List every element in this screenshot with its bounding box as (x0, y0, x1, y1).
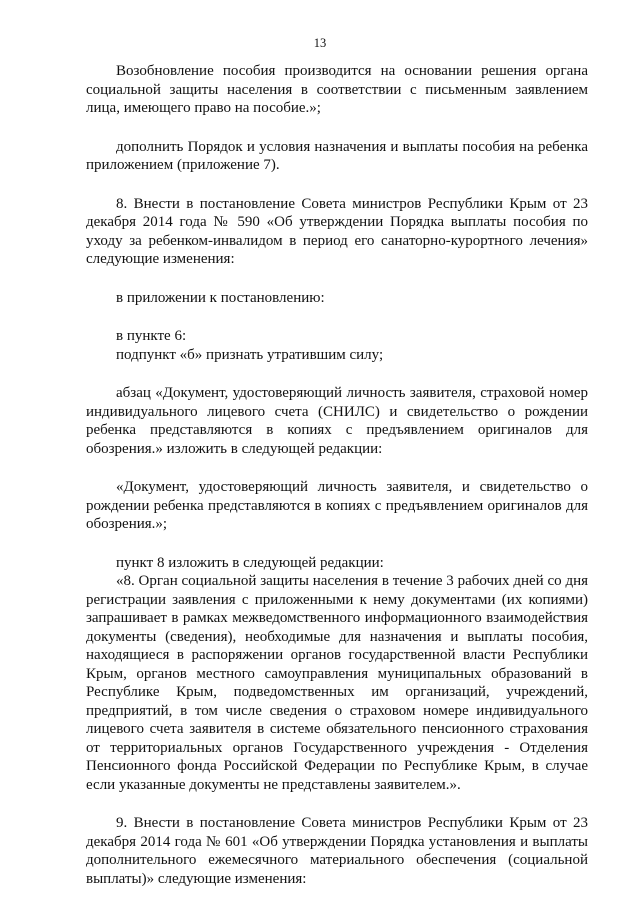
paragraph-abzac-old: абзац «Документ, удостоверяющий личность заявителя, страховой номер индивидуального лицевого счета (СНИЛС) и свидетельство о рождении ребенка представляются в копиях с предъявлением оригиналов для обозрения.» изложить в следующей редакции: (86, 385, 588, 457)
paragraph-item-9: 9. Внести в постановление Совета министров Республики Крым от 23 декабря 2014 года № 601 «Об утверждении Порядка установления и выплаты дополнительного ежемесячного материального обеспечения (социальной выплаты)» следующие изменения: (86, 815, 588, 887)
paragraph-in-point-6: в пункте 6: (116, 328, 187, 344)
paragraph-in-appendix: в приложении к постановлению: (116, 289, 325, 306)
paragraph-subpoint-b: подпункт «б» признать утратившим силу; (116, 346, 384, 363)
paragraph-supplement-appendix: дополнить Порядок и условия назначения и выплаты пособия на ребенка приложением (приложение 7). (86, 138, 588, 173)
page-number: 13 (313, 36, 327, 50)
document-body (86, 62, 588, 888)
paragraph-item-8: 8. Внести в постановление Совета министров Республики Крым от 23 декабря 2014 года № 590 «Об утверждении Порядка выплаты пособия по уходу за ребенком-инвалидом в период его санаторно-курортного лечения» следующие изменения: (86, 195, 588, 267)
paragraph-abzac-new: «Документ, удостоверяющий личность заявителя, и свидетельство о рождении ребенка представляются в копиях с предъявлением оригиналов для обозрения.»; (86, 479, 588, 532)
paragraph-point-8-text: «8. Орган социальной защиты населения в течение 3 рабочих дней со дня регистрации заявления с приложенными к нему документами (их копиями) запрашивает в рамках межведомственного информационного взаимодействия документы (сведения), необходимые для назначения и выплаты пособия, находящиеся в распоряжении органов государственной власти Республики Крым, органов местного самоуправления муниципальных образований в Республике Крым, подведомственных им организаций, учреждений, предприятий, в том числе сведения о страховом номере индивидуального лицевого счета заявителя в системе обязательного пенсионного страхования от территориальных органов Государственного учреждения - Отделения Пенсионного фонда Российской Федерации по Республике Крым, в случае если указанные документы не представлены заявителем.». (86, 573, 588, 793)
paragraph-resumption: Возобновление пособия производится на основании решения органа социальной защиты населения в соответствии с письменным заявлением лица, имеющего право на пособие.»; (86, 63, 588, 116)
paragraph-point-8-intro: пункт 8 изложить в следующей редакции: (116, 554, 384, 571)
